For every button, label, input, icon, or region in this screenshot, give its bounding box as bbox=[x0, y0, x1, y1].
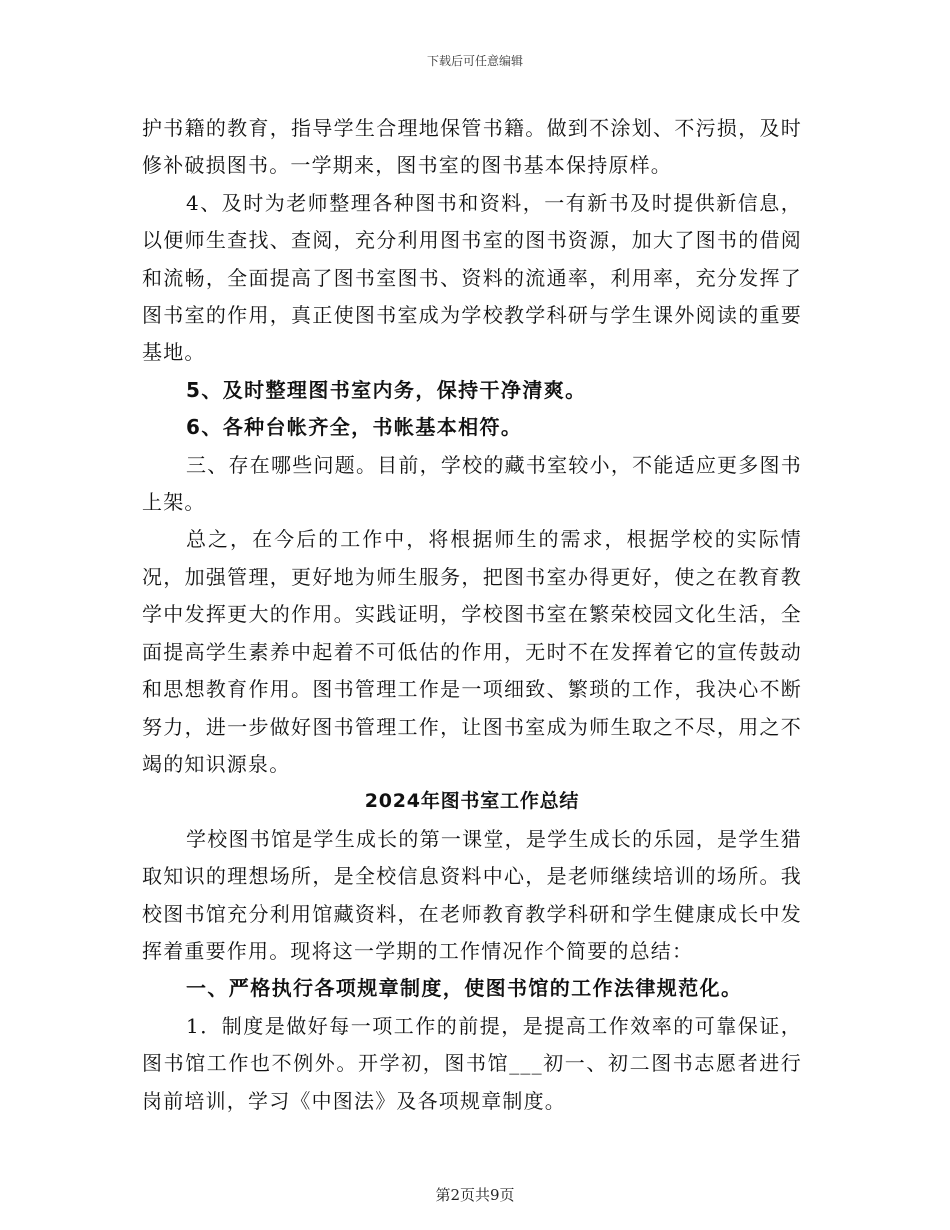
paragraph-conclusion: 总之，在今后的工作中，将根据师生的需求，根据学校的实际情况，加强管理，更好地为师生服务，把图书室办得更好，使之在教育教学中发挥更大的作用。实践证明，学校图书室在繁荣校园文化生活，全面提高学生素养中起着不可低估的作用，无时不在发挥着它的宣传鼓动和思想教育作用。图书管理工作是一项细致、繁琐的工作，我决心不断努力，进一步做好图书管理工作，让图书室成为师生取之不尽，用之不竭的知识源泉。 bbox=[142, 527, 802, 776]
paragraph-item-4: 4、及时为老师整理各种图书和资料，一有新书及时提供新信息，以便师生查找、查阅，充分利用图书室的图书资源，加大了图书的借阅和流畅，全面提高了图书室图书、资料的流通率，利用率，充分发挥了图书室的作用，真正使图书室成为学校教学科研与学生课外阅读的重要基地。 bbox=[142, 190, 802, 365]
page-footer: 第2页共9页 bbox=[435, 1186, 515, 1204]
section-heading-rules: 一、严格执行各项规章制度，使图书馆的工作法律规范化。 bbox=[186, 976, 743, 1001]
paragraph-intro: 学校图书馆是学生成长的第一课堂，是学生成长的乐园，是学生猎取知识的理想场所，是全校信息资料中心，是老师继续培训的场所。我校图书馆充分利用馆藏资料，在老师教育教学科研和学生健康成长中发挥着重要作用。现将这一学期的工作情况作个简要的总结： bbox=[142, 826, 802, 963]
document-body bbox=[142, 110, 802, 1120]
paragraph-rule-1: 1．制度是做好每一项工作的前提，是提高工作效率的可靠保证，图书馆工作也不例外。开学初，图书馆___初一、初二图书志愿者进行岗前培训，学习《中图法》及各项规章制度。 bbox=[142, 1013, 802, 1113]
paragraph-book-care: 护书籍的教育，指导学生合理地保管书籍。做到不涂划、不污损，及时修补破损图书。一学期来，图书室的图书基本保持原样。 bbox=[142, 116, 802, 178]
section-title: 2024年图书室工作总结 bbox=[364, 790, 580, 813]
paragraph-item-6: 6、各种台帐齐全，书帐基本相符。 bbox=[186, 415, 523, 440]
page-header: 下载后可任意编辑 bbox=[426, 54, 523, 68]
paragraph-problems: 三、存在哪些问题。目前，学校的藏书室较小，不能适应更多图书上架。 bbox=[142, 452, 802, 515]
paragraph-item-5: 5、及时整理图书室内务，保持干净清爽。 bbox=[186, 377, 587, 402]
